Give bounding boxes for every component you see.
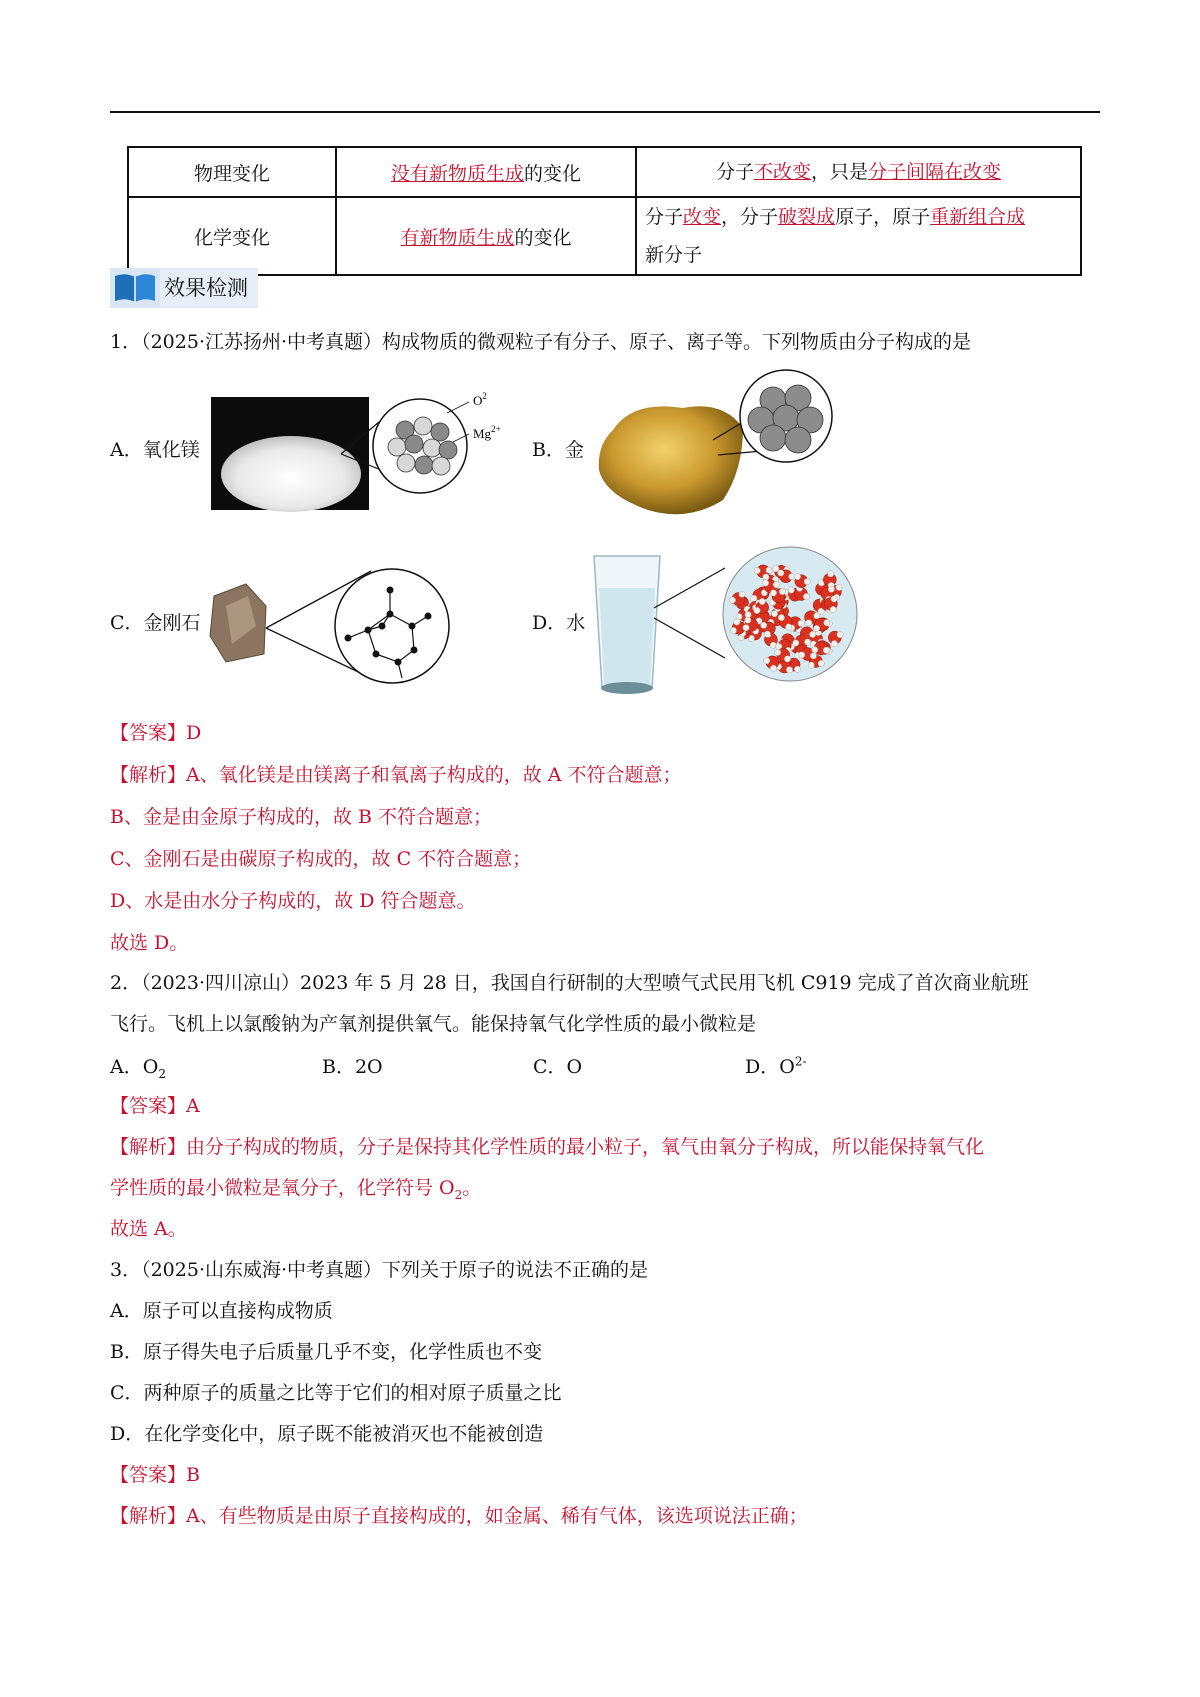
q1-option-b: B．金 bbox=[532, 439, 584, 461]
section-title: 效果检测 bbox=[160, 268, 258, 308]
q1-option-d: D．水 bbox=[532, 612, 586, 634]
diamond-figure bbox=[206, 566, 446, 686]
q1-option-c: C．金刚石 bbox=[110, 612, 201, 634]
q2-answer: 【答案】A bbox=[110, 1095, 200, 1117]
table-row bbox=[128, 197, 1081, 275]
q3-answer: 【答案】B bbox=[110, 1464, 200, 1486]
svg-text:Mg2+: $Mg^{2+}$ bbox=[473, 424, 501, 441]
change-type: 化学变化 bbox=[128, 197, 336, 275]
svg-text:O2: $O^2$ bbox=[473, 391, 487, 408]
q2-analysis-line: 【解析】由分子构成的物质，分子是保持其化学性质的最小粒子，氧气由氧分子构成，所以能保持氧气化 bbox=[110, 1136, 985, 1158]
header-rule bbox=[110, 111, 1100, 113]
gold-nugget bbox=[599, 406, 743, 514]
q1-analysis-line: D、水是由水分子构成的，故 D 符合题意。 bbox=[110, 890, 476, 912]
q2-option-d: D．$O^{2-}$ bbox=[745, 1054, 807, 1078]
q1-option-a: A．氧化镁 bbox=[110, 439, 200, 461]
micro-explanation: 分子改变，分子破裂成原子，原子重新组合成 新分子 bbox=[636, 197, 1081, 275]
question-2-stem: 2．（2023·四川凉山）2023 年 5 月 28 日，我国自行研制的大型喷气式民用飞机 C919 完成了首次商业航班 bbox=[110, 972, 1029, 994]
question-1-stem: 1．（2025·江苏扬州·中考真题）构成物质的微观粒子有分子、原子、离子等。下列物质由分子构成的是 bbox=[110, 331, 972, 353]
table-row bbox=[128, 147, 1081, 197]
change-comparison-table bbox=[127, 146, 1082, 276]
q3-analysis-line: 【解析】A、有些物质是由原子直接构成的，如金属、稀有气体，该选项说法正确； bbox=[110, 1505, 808, 1527]
question-2-stem: 飞行。飞机上以氯酸钠为产氧剂提供氧气。能保持氧气化学性质的最小微粒是 bbox=[110, 1013, 757, 1035]
q3-option-b: B．原子得失电子后质量几乎不变，化学性质也不变 bbox=[110, 1341, 542, 1363]
q2-conclusion: 故选 A。 bbox=[110, 1218, 187, 1240]
q2-option-a: A．$O_2$ bbox=[110, 1056, 166, 1081]
q2-option-b: B．2O bbox=[322, 1056, 383, 1078]
q1-analysis-line: 【解析】A、氧化镁是由镁离子和氧离子构成的，故 A 不符合题意； bbox=[110, 764, 682, 786]
q1-answer: 【答案】D bbox=[110, 722, 202, 744]
q1-analysis-line: C、金刚石是由碳原子构成的，故 C 不符合题意； bbox=[110, 848, 532, 870]
q3-option-c: C．两种原子的质量之比等于它们的相对原子质量之比 bbox=[110, 1382, 562, 1404]
section-banner bbox=[110, 268, 258, 308]
question-3-stem: 3．（2025·山东威海·中考真题）下列关于原子的说法不正确的是 bbox=[110, 1259, 649, 1281]
open-book-icon bbox=[110, 268, 160, 308]
q3-option-a: A．原子可以直接构成物质 bbox=[110, 1300, 333, 1322]
micro-explanation: 分子不改变，只是分子间隔在改变 bbox=[636, 147, 1081, 197]
carbon-network-magnifier bbox=[335, 569, 449, 683]
q1-conclusion: 故选 D。 bbox=[110, 932, 189, 954]
change-definition: 有新物质生成的变化 bbox=[336, 197, 636, 275]
change-definition: 没有新物质生成的变化 bbox=[336, 147, 636, 197]
q2-option-c: C．O bbox=[533, 1056, 583, 1078]
change-type: 物理变化 bbox=[128, 147, 336, 197]
water-figure bbox=[590, 548, 860, 700]
magnesium-oxide-figure bbox=[211, 362, 501, 510]
q2-analysis-line: 学性质的最小微粒是氧分子，化学符号 $O_2$。 bbox=[110, 1177, 482, 1202]
gold-figure bbox=[593, 370, 843, 530]
q3-option-d: D．在化学变化中，原子既不能被消灭也不能被创造 bbox=[110, 1423, 544, 1445]
q1-analysis-line: B、金是由金原子构成的，故 B 不符合题意； bbox=[110, 806, 493, 828]
